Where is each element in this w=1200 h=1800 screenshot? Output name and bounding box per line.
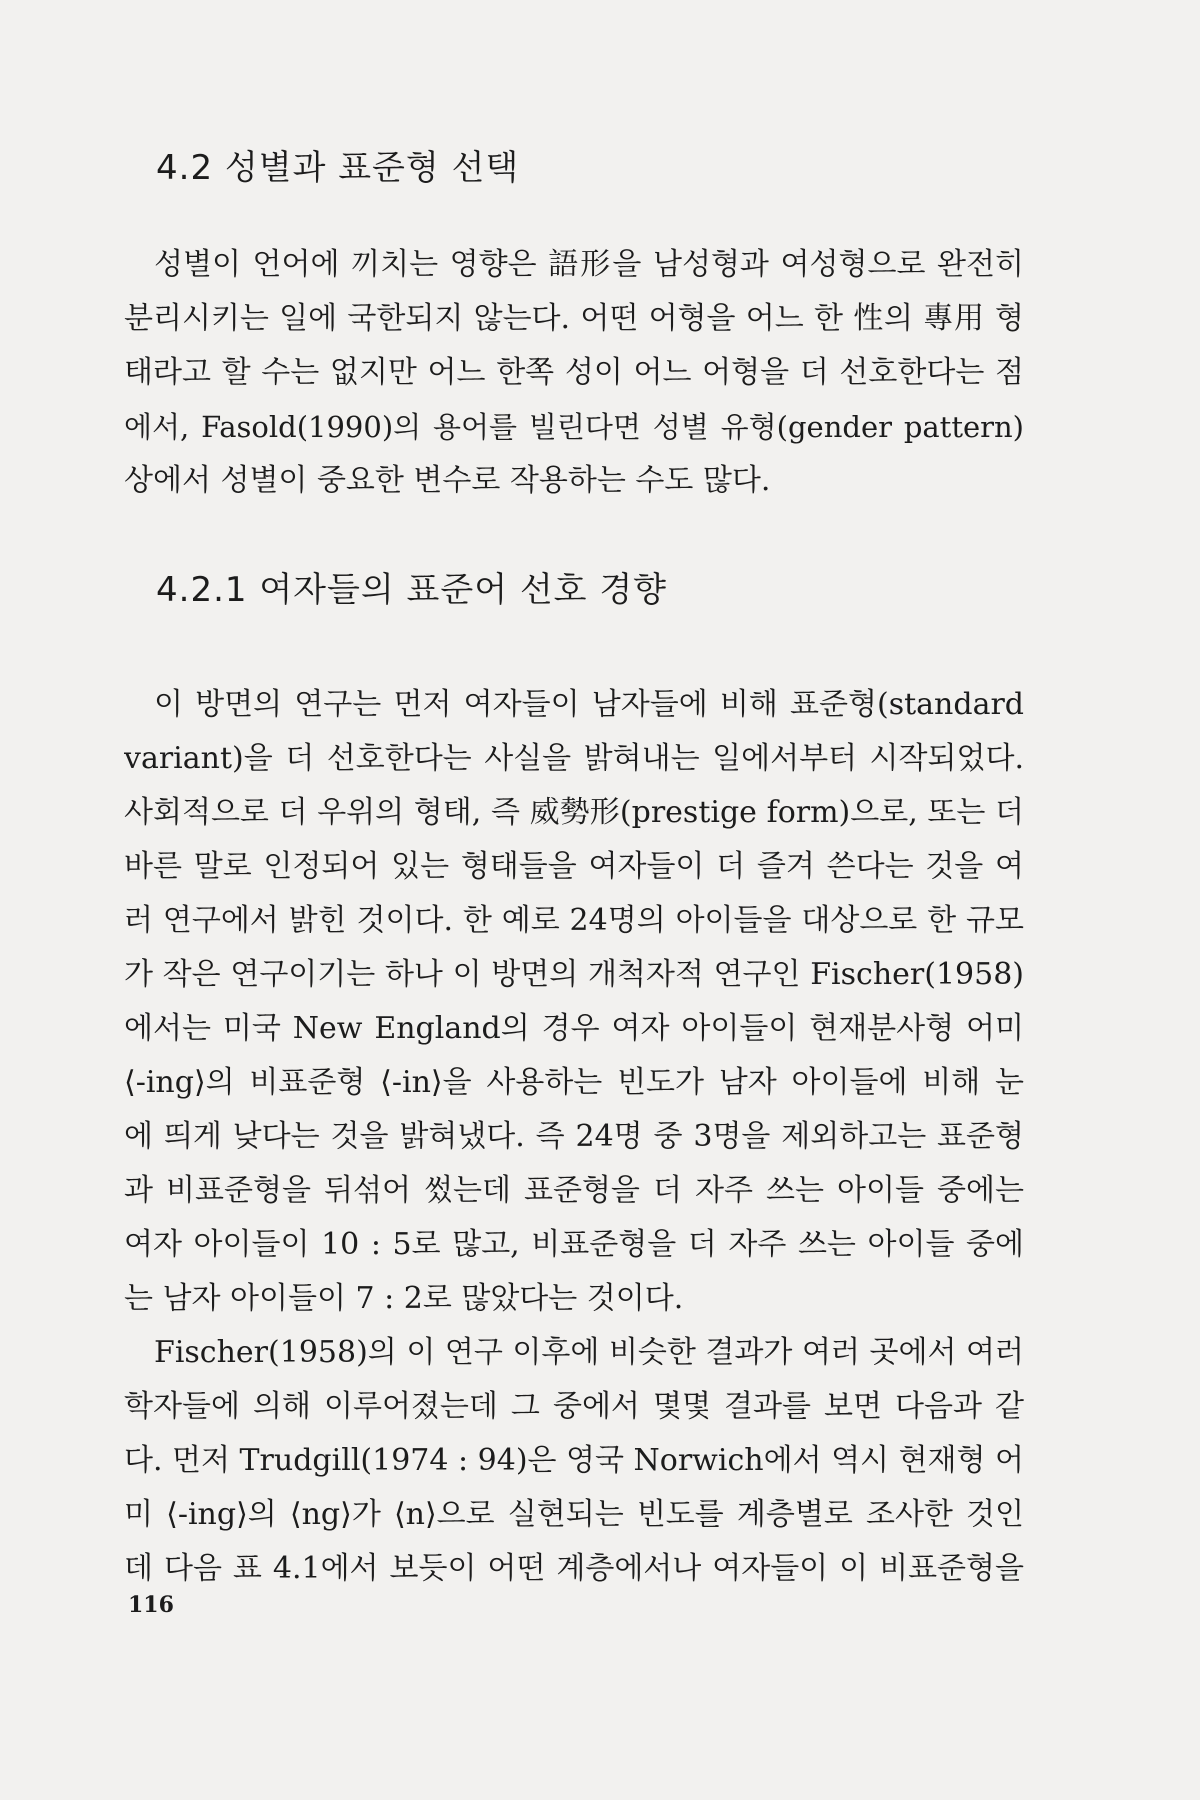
page-number: 116	[128, 1592, 174, 1618]
text-line: 바른 말로 인정되어 있는 형태들을 여자들이 더 즐겨 쓴다는 것을 여	[124, 849, 1024, 884]
section-heading: 4.2 성별과 표준형 선택	[156, 148, 520, 188]
text-line: 분리시키는 일에 국한되지 않는다. 어떤 어형을 어느 한 性의 專用 형	[124, 301, 1024, 336]
subsection-paragraph	[124, 678, 1024, 1596]
text-line: 성별이 언어에 끼치는 영향은 語形을 남성형과 여성형으로 완전히	[154, 247, 1024, 282]
text-line: variant)을 더 선호한다는 사실을 밝혀내는 일에서부터 시작되었다.	[124, 741, 1024, 776]
text-line: 학자들에 의해 이루어졌는데 그 중에서 몇몇 결과를 보면 다음과 같	[124, 1389, 1024, 1424]
text-line: 러 연구에서 밝힌 것이다. 한 예로 24명의 아이들을 대상으로 한 규모	[124, 903, 1024, 938]
text-line: 데 다음 표 4.1에서 보듯이 어떤 계층에서나 여자들이 이 비표준형을	[124, 1551, 1024, 1586]
text-line: 미 ⟨-ing⟩의 ⟨ng⟩가 ⟨n⟩으로 실현되는 빈도를 계층별로 조사한 것인	[124, 1497, 1024, 1532]
text-line: ⟨-ing⟩의 비표준형 ⟨-in⟩을 사용하는 빈도가 남자 아이들에 비해 눈	[124, 1065, 1024, 1100]
text-line: 는 남자 아이들이 7 : 2로 많았다는 것이다.	[124, 1281, 684, 1316]
text-line: 과 비표준형을 뒤섞어 썼는데 표준형을 더 자주 쓰는 아이들 중에는	[124, 1173, 1024, 1208]
text-line: 에서, Fasold(1990)의 용어를 빌린다면 성별 유형(gender pattern)	[124, 410, 1024, 444]
text-line: 이 방면의 연구는 먼저 여자들이 남자들에 비해 표준형(standard	[154, 687, 1024, 722]
text-line: 상에서 성별이 중요한 변수로 작용하는 수도 많다.	[124, 463, 771, 498]
text-line: 가 작은 연구이기는 하나 이 방면의 개척자적 연구인 Fischer(1958)	[124, 957, 1024, 992]
text-line: 사회적으로 더 우위의 형태, 즉 威勢形(prestige form)으로, 또는 더	[124, 795, 1024, 830]
text-line: Fischer(1958)의 이 연구 이후에 비슷한 결과가 여러 곳에서 여러	[154, 1335, 1024, 1370]
text-line: 태라고 할 수는 없지만 어느 한쪽 성이 어느 어형을 더 선호한다는 점	[124, 355, 1024, 390]
text-line: 다. 먼저 Trudgill(1974 : 94)은 영국 Norwich에서 역시 현재형 어	[124, 1443, 1024, 1478]
section-paragraph	[124, 238, 1024, 508]
text-line: 여자 아이들이 10 : 5로 많고, 비표준형을 더 자주 쓰는 아이들 중에	[124, 1227, 1024, 1262]
text-line: 에 띄게 낮다는 것을 밝혀냈다. 즉 24명 중 3명을 제외하고는 표준형	[124, 1119, 1024, 1154]
subsection-heading: 4.2.1 여자들의 표준어 선호 경향	[156, 570, 668, 610]
text-line: 에서는 미국 New England의 경우 여자 아이들이 현재분사형 어미	[124, 1011, 1024, 1046]
